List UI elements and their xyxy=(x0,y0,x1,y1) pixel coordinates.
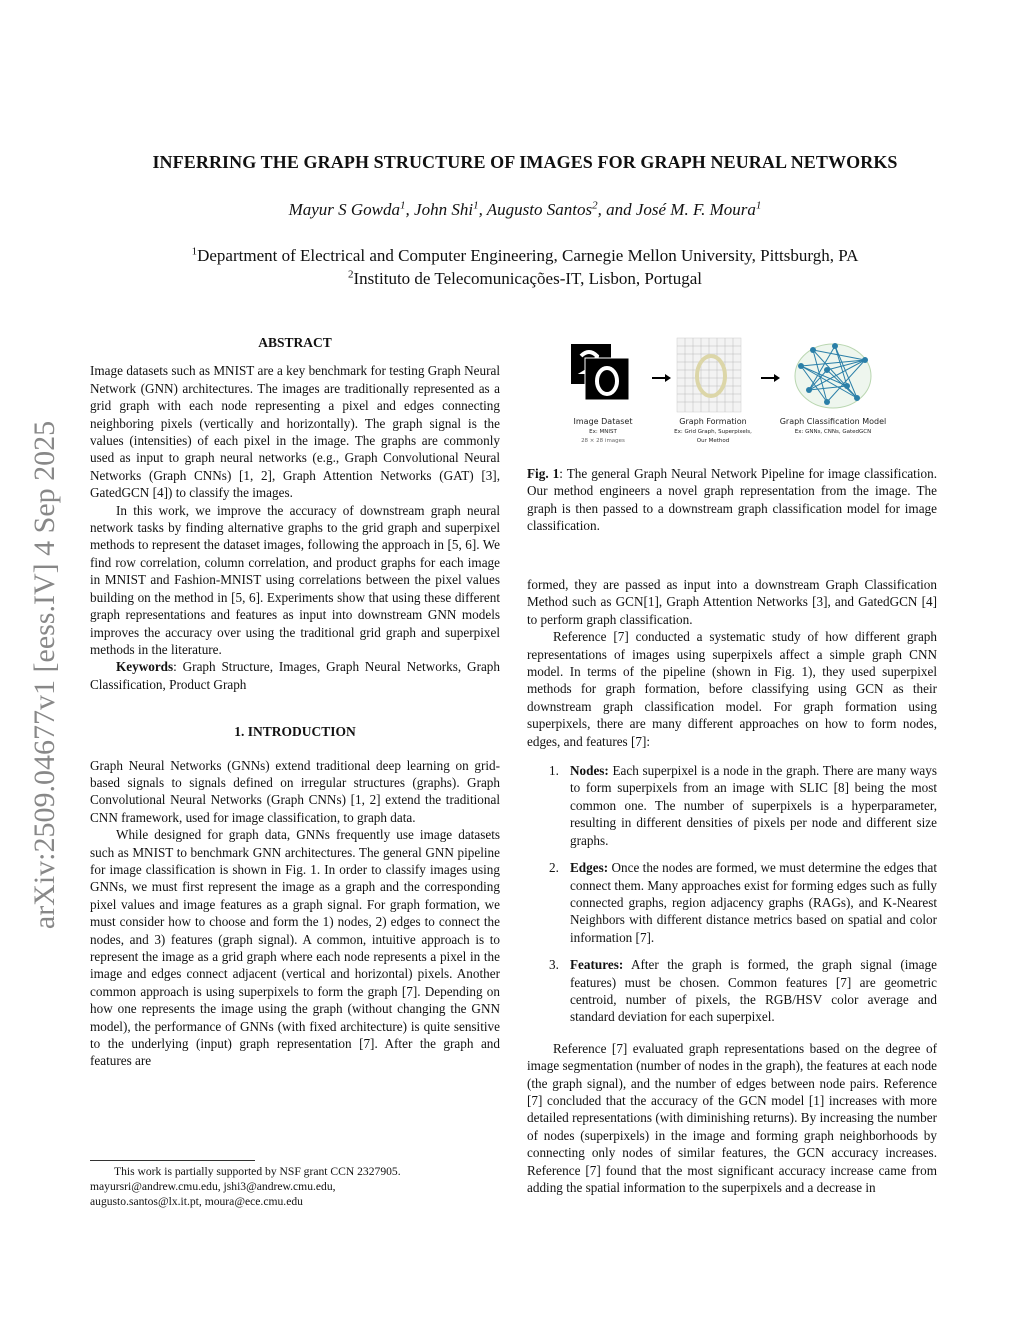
arxiv-stamp-text: arXiv:2509.04677v1 [eess.IV] 4 Sep 2025 xyxy=(28,420,61,930)
author: Augusto Santos xyxy=(486,200,593,219)
graph-network-icon xyxy=(795,343,871,408)
author: Mayur S Gowda xyxy=(288,200,401,219)
mnist-image-icon xyxy=(571,344,629,400)
list-item: 3. Features: After the graph is formed, the graph signal (image features) must be chosen. Common features [7] are geometric centroid, number of pixels, the RGB/HSV color average and standard deviation for each superpixel. xyxy=(549,957,937,1025)
approach-list xyxy=(527,762,937,1026)
paper-title: INFERRING THE GRAPH STRUCTURE OF IMAGES FOR GRAPH NEURAL NETWORKS xyxy=(152,152,898,172)
svg-text:Our Method: Our Method xyxy=(696,438,730,444)
svg-text:Ex: Grid Graph, Superpixels,: Ex: Grid Graph, Superpixels, xyxy=(674,429,752,435)
abstract-paragraph: Image datasets such as MNIST are a key benchmark for testing Graph Neural Network (GNN) architectures. The images are traditionally represented as a grid graph with each node representing a pixel and edges connecting neighboring pixels (vertically and horizontally). The graph signal is the values (intensities) of each pixel in the image. The graphs are commonly used as input to graph neural networks (e.g., Graph Convolutional Neural Networks (Graph CNNs) [1, 2], Graph Attention Networks (GAT) [3], GatedGCN [4]) to classify the images. xyxy=(90,363,500,501)
intro-heading: 1. INTRODUCTION xyxy=(234,724,356,740)
list-item: 2. Edges: Once the nodes are formed, we must determine the edges that connect them. Many approaches exist for forming edges such as fully connected graphs, region adjacency graphs (RAGs), and K-Nearest Neighbors with different distance metrics based on spatial and color information [7]. xyxy=(549,860,937,945)
svg-text:28 × 28 images: 28 × 28 images xyxy=(581,438,625,444)
footnote-rule xyxy=(90,1160,255,1161)
svg-text:Ex: MNIST: Ex: MNIST xyxy=(589,429,617,435)
figure-caption: Fig. 1: The general Graph Neural Network Pipeline for image classification. Our method engineers a novel graph representation from the image. The graph is then passed to a downstream graph classification model for image classification. xyxy=(527,466,937,534)
body-paragraph: Reference [7] conducted a systematic study of how different graph representations of images using superpixels affect a simple graph CNN model. In terms of the pipeline (shown in Fig. 1), they used superpixel methods for graph formation, before classifying using GCN as their downstream graph classification model. For graph formation using superpixels, there are many different approaches on how to form nodes, edges, and features [7]: xyxy=(527,629,937,749)
arxiv-stamp xyxy=(20,375,68,975)
arrow-icon xyxy=(761,374,780,382)
abstract-heading: ABSTRACT xyxy=(258,335,332,350)
figure-label-image-dataset: Image Dataset xyxy=(573,417,633,426)
intro-paragraph: While designed for graph data, GNNs frequently use image datasets such as MNIST to benchmark GNN architectures. The general GNN pipeline for image classification is shown in Fig. 1. In order to classify images using GNNs, we must first represent the image as a graph and the corresponding pixel values and image features as a graph signal. For graph formation, we must consider how to choose and form the 1) nodes, 2) edges to connect the nodes, and 3) features (graph signal). A common, intuitive approach is to represent the image as a grid graph where each node represents a pixel in the image and edges connect adjacent (vertical and horizontal) pixels. Another common approach is using superpixels to form the graph [7]. Depending on how one represents the image using the graph (without changing the GNN model), the performance of GNNs (with fixed architecture) is quite sensitive to the underlying (input) graph representation [7]. After the graph and features are xyxy=(90,827,500,1069)
intro-paragraph: Graph Neural Networks (GNNs) extend traditional deep learning on grid-based signals to signals defined on irregular structures (graphs). Graph Convolutional Neural Networks (Graph CNNs) [1, 2] extend the traditional CNN framework, used for image classification, to graph data. xyxy=(90,757,500,825)
keywords: Keywords: Graph Structure, Images, Graph Neural Networks, Graph Classification, Product Graph xyxy=(90,659,500,692)
affiliation: $^1$Department of Electrical and Computer Engineering, Carnegie Mellon University, Pittsburgh, PA xyxy=(191,245,859,265)
author: José M. F. Moura xyxy=(635,200,756,219)
list-item: 1. Nodes: Each superpixel is a node in the graph. There are many ways to form superpixels from an image with SLIC [8] being the most common one. The number of superpixels is a hyperparameter, resulting in different densities of pixels per node and different size graphs. xyxy=(549,763,937,848)
arrow-icon xyxy=(652,374,671,382)
right-column xyxy=(527,576,937,1196)
affiliations xyxy=(80,244,970,290)
grid-graph-icon xyxy=(677,338,741,412)
footnote: This work is partially supported by NSF grant CCN 2327905. mayursri@andrew.cmu.edu, jshi3@andrew.cmu.edu, augusto.santos@lx.it.pt, moura@ece.cmu.edu xyxy=(90,1165,401,1209)
abstract-paragraph: In this work, we improve the accuracy of downstream graph neural network tasks by finding alternative graphs to the grid graph and superpixel methods to represent the dataset images, following the approach in [5, 6]. We find row correlation, column correlation, and product graphs for each image in MNIST and Fashion-MNIST using correlations between the pixel values building on the method in [5, 6]. Experiments show that using these different graph representations and features as input into downstream GNN models improves the accuracy over using the traditional grid graph and superpixel methods in the literature. xyxy=(90,502,500,657)
figure-label-graph-formation: Graph Formation xyxy=(679,417,747,426)
body-paragraph: Reference [7] evaluated graph representations based on the degree of image segmentation (number of nodes in the graph), the features at each node (the graph signal), and the number of edges between node pairs. Reference [7] concluded that the accuracy of the GCN model [1] increases with more detailed representations (with diminishing returns). By increasing the number of nodes (superpixels) in the image and forming graph neighborhoods by connecting only nodes of similar features, the GCN accuracy increases. Reference [7] found that the most significant accuracy increase came from adding the spatial information to the superpixels and a decrease in xyxy=(527,1040,937,1195)
figure-1 xyxy=(565,336,895,451)
figure-label-classification-model: Graph Classification Model xyxy=(779,417,887,426)
author-list: Mayur S Gowda$^1$, John Shi$^1$, Augusto Santos$^2$, and José M. F. Moura$^1$ xyxy=(288,199,762,219)
body-paragraph: formed, they are passed as input into a downstream Graph Classification Method such as GCN[1], Graph Attention Networks [3], and GatedGCN [4] to perform graph classification. xyxy=(527,577,937,627)
affiliation: $^2$Instituto de Telecomunicações-IT, Lisbon, Portugal xyxy=(348,268,702,288)
left-column xyxy=(90,334,500,1070)
svg-text:Ex: GNNs, CNNs, GatedGCN: Ex: GNNs, CNNs, GatedGCN xyxy=(794,429,872,435)
author: John Shi xyxy=(414,200,474,219)
